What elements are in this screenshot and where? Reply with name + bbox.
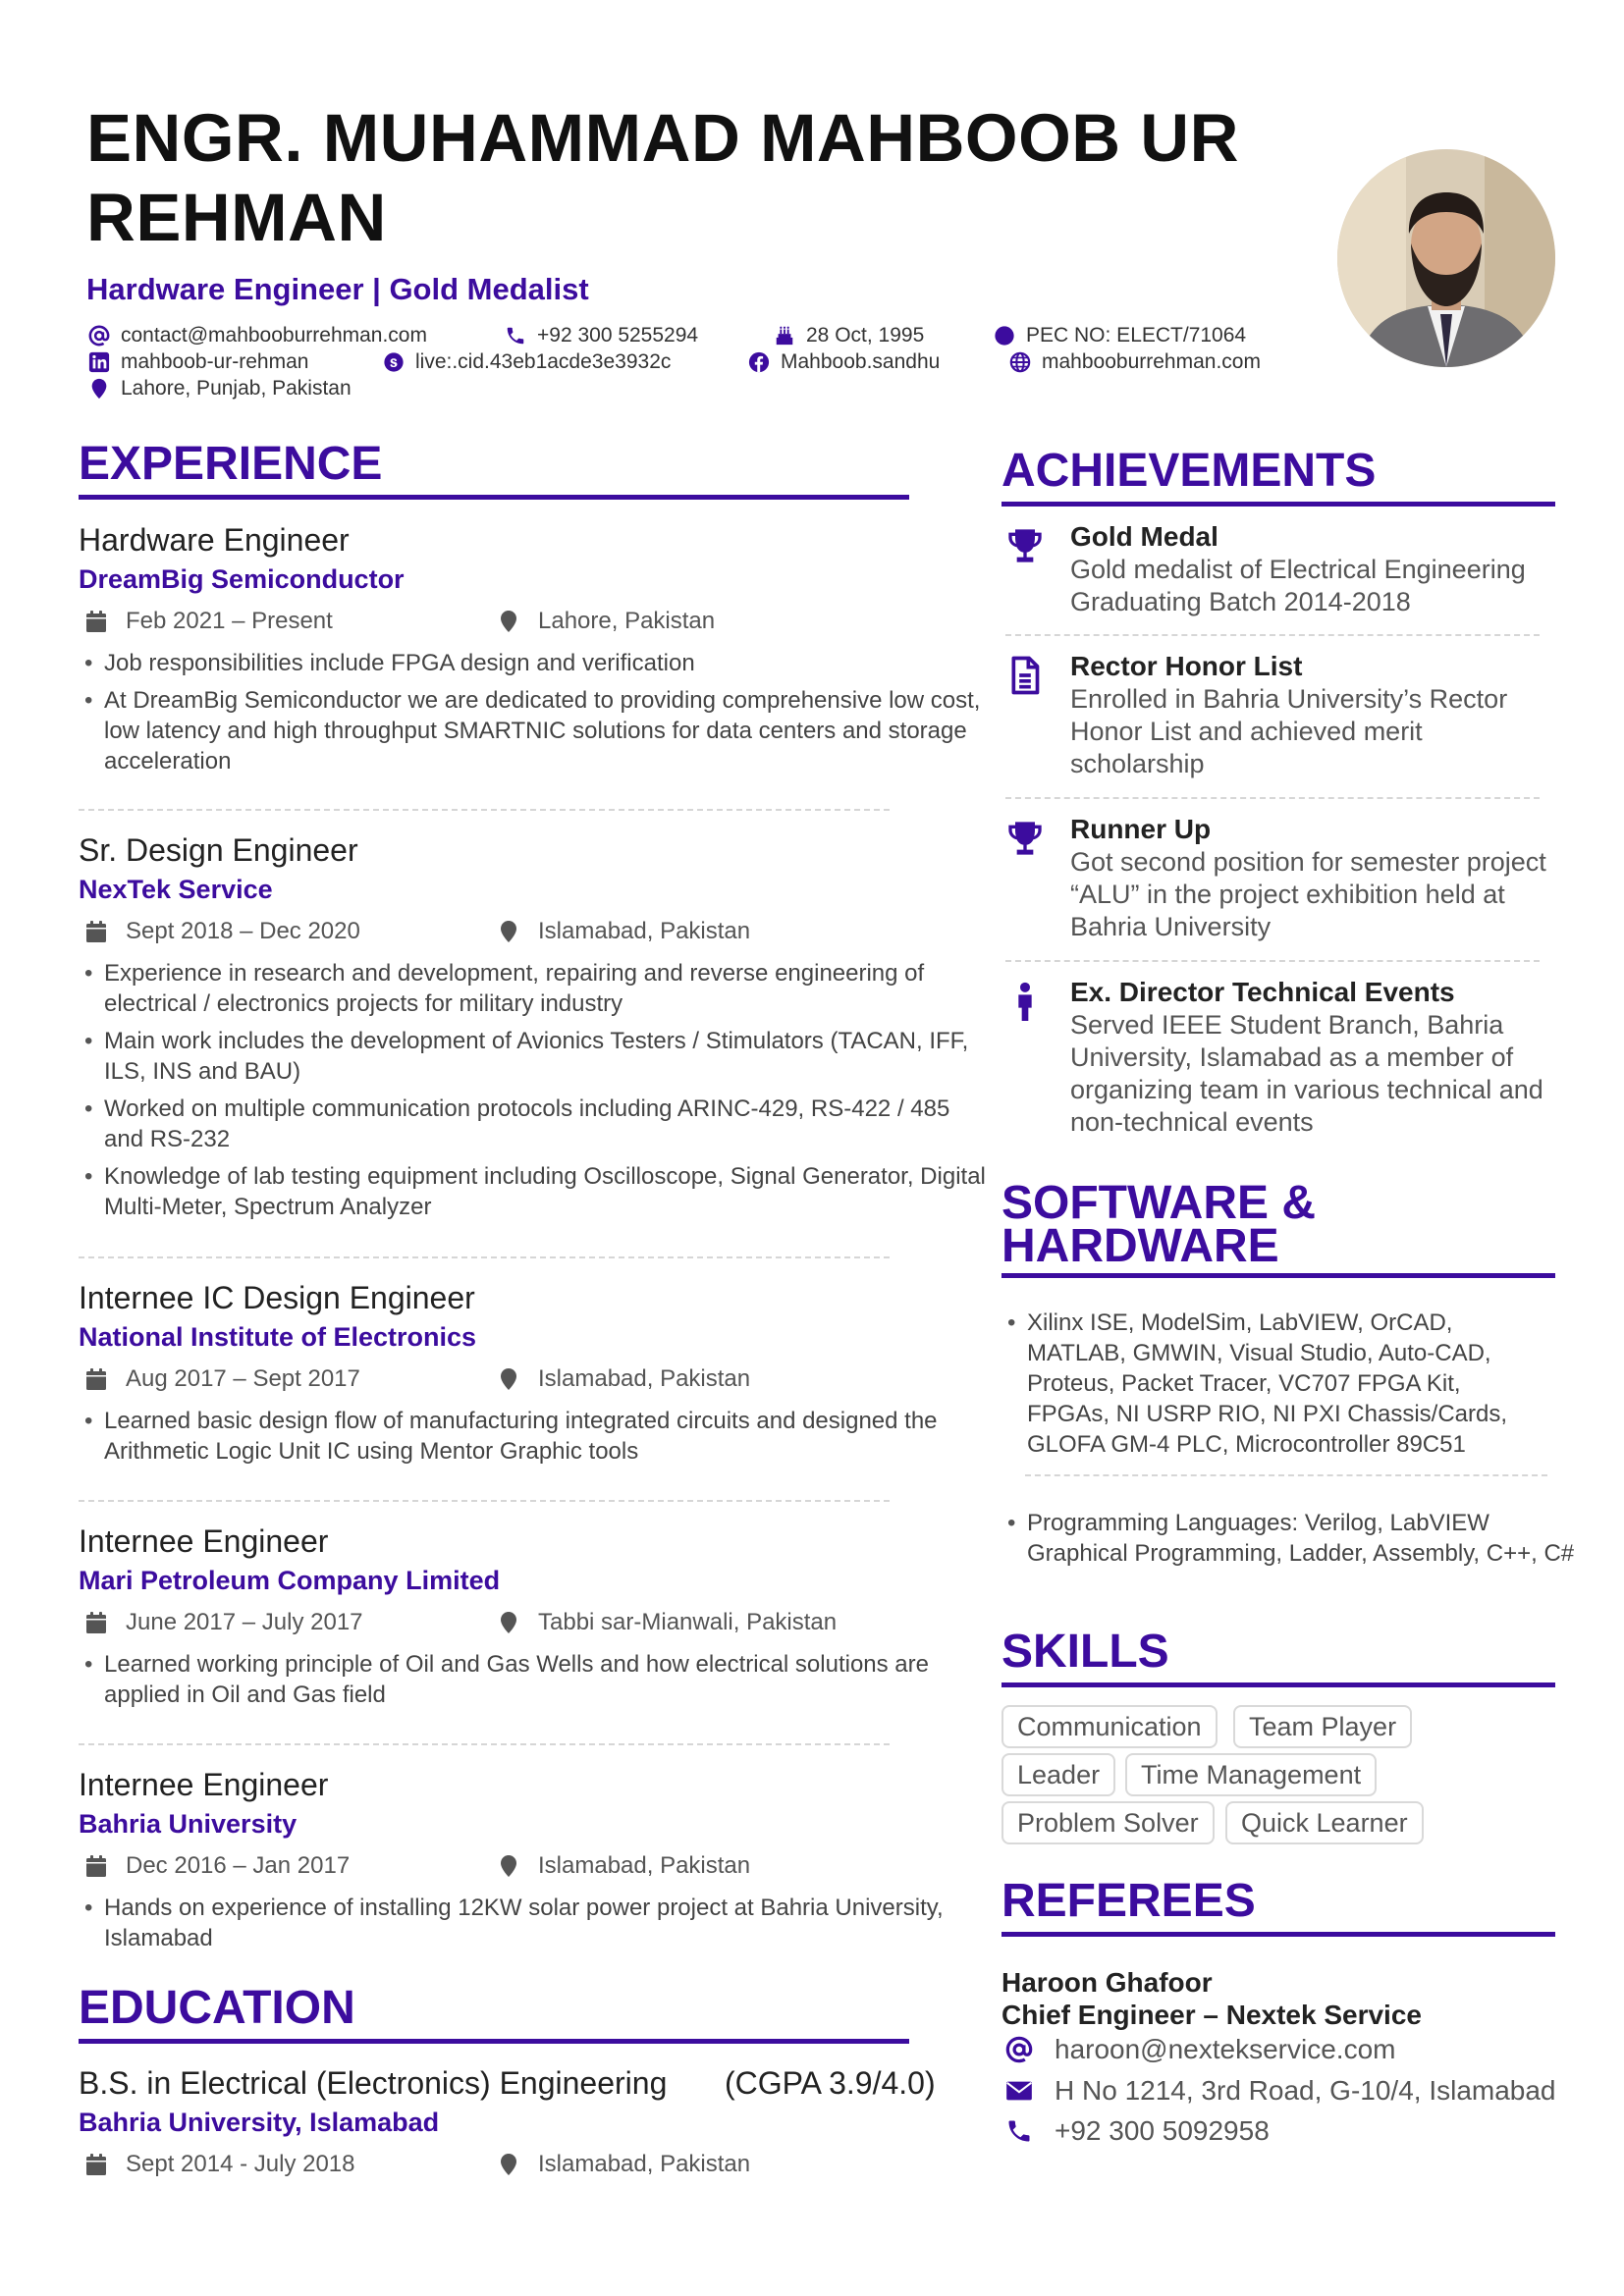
job-bullet: • Job responsibilities include FPGA design and verification xyxy=(79,648,988,678)
document-icon xyxy=(1005,656,1045,695)
education-dates: Sept 2014 - July 2018 xyxy=(126,2151,355,2177)
skill-chip: Quick Learner xyxy=(1225,1801,1424,1844)
envelope-icon xyxy=(1005,2077,1033,2105)
referee-email[interactable] xyxy=(1005,2034,1395,2065)
achievement-item xyxy=(1005,976,1555,1139)
school: Bahria University, Islamabad xyxy=(79,2108,440,2137)
achievement-title: Ex. Director Technical Events xyxy=(1070,977,1455,1007)
job-bullet: • Knowledge of lab testing equipment including Oscilloscope, Signal Generator, Digital Multi-Meter, Spectrum Analyzer xyxy=(79,1161,988,1222)
job-company: National Institute of Electronics xyxy=(79,1322,477,1352)
calendar-icon xyxy=(84,1854,108,1878)
contact-email-text: contact@mahbooburrehman.com xyxy=(121,324,427,347)
referee-role: Chief Engineer – Nextek Service xyxy=(1001,2000,1422,2030)
job-location xyxy=(497,918,750,945)
contact-dob xyxy=(774,324,924,347)
calendar-icon xyxy=(84,1367,108,1391)
experience-rule xyxy=(79,495,909,500)
job-company: DreamBig Semiconductor xyxy=(79,564,405,594)
job-bullets xyxy=(79,958,986,1222)
skill-chip: Team Player xyxy=(1233,1705,1412,1748)
achievement-title: Gold Medal xyxy=(1070,521,1218,552)
education-meta xyxy=(79,2144,962,2185)
job-location xyxy=(497,1609,837,1636)
job-bullet: • Learned basic design flow of manufacturing integrated circuits and designed the Arithmetic Logic Unit IC using Mentor Graphic tools xyxy=(79,1406,988,1467)
job-company: NexTek Service xyxy=(79,875,273,904)
job-location-text: Islamabad, Pakistan xyxy=(538,1852,751,1879)
job-title: Internee Engineer xyxy=(79,1523,329,1559)
achievement-item xyxy=(1005,520,1555,618)
job-company: Mari Petroleum Company Limited xyxy=(79,1566,501,1595)
achievement-item xyxy=(1005,813,1555,943)
job-location xyxy=(497,1852,750,1880)
facebook-icon xyxy=(748,351,770,373)
job-meta xyxy=(79,1845,911,1887)
divider xyxy=(1025,1474,1547,1476)
map-marker-icon xyxy=(497,610,520,633)
divider xyxy=(79,809,890,811)
job-dates: Aug 2017 – Sept 2017 xyxy=(126,1365,360,1392)
job-bullets xyxy=(79,648,981,776)
linkedin-icon xyxy=(88,351,110,373)
skill-chip: Leader xyxy=(1001,1753,1115,1796)
achievement-item xyxy=(1005,650,1555,780)
software-title: SOFTWARE & HARDWARE xyxy=(1001,1177,1316,1272)
skill-chip: Communication xyxy=(1001,1705,1218,1748)
education-entry xyxy=(79,2063,962,2185)
achievement-text: Gold medalist of Electrical Engineering Graduating Batch 2014-2018 xyxy=(1070,555,1526,616)
divider xyxy=(79,1500,890,1502)
map-marker-icon xyxy=(88,378,110,400)
tagline: Hardware Engineer | Gold Medalist xyxy=(86,272,589,306)
contact-facebook[interactable] xyxy=(748,350,940,374)
trophy-icon xyxy=(1005,526,1045,565)
phone-icon xyxy=(505,325,526,347)
software-rule xyxy=(1001,1273,1555,1278)
skill-chip: Time Management xyxy=(1125,1753,1377,1796)
phone-icon xyxy=(1005,2117,1033,2145)
divider xyxy=(1005,960,1540,962)
job-location-text: Tabbi sar-Mianwali, Pakistan xyxy=(538,1609,838,1635)
circle-icon xyxy=(994,325,1015,347)
skills-rule xyxy=(1001,1682,1555,1687)
skill-chip: Problem Solver xyxy=(1001,1801,1215,1844)
job-title: Hardware Engineer xyxy=(79,522,350,558)
education-location xyxy=(497,2151,750,2178)
experience-title: EXPERIENCE xyxy=(79,438,383,490)
job-bullet: • Hands on experience of installing 12KW solar power project at Bahria University, Islamabad xyxy=(79,1893,988,1953)
software-item: • Xilinx ISE, ModelSim, LabVIEW, OrCAD, MATLAB, GMWIN, Visual Studio, Auto-CAD, Proteus, Packet Tracer, VC707 FPGA Kit, FPGAs, NI USRP RIO, NI PXI Chassis/Cards, GLOFA GM-4 PLC, Microcontroller 89C51 xyxy=(1001,1308,1538,1460)
job-meta xyxy=(79,1359,911,1400)
contact-linkedin-text: mahboob-ur-rehman xyxy=(121,350,309,373)
job-location-text: Islamabad, Pakistan xyxy=(538,918,751,944)
divider xyxy=(79,1743,890,1745)
referee-phone-text: +92 300 5092958 xyxy=(1055,2115,1270,2146)
education-rule xyxy=(79,2039,909,2044)
at-icon xyxy=(1005,2036,1033,2063)
contact-pec xyxy=(994,324,1246,347)
contact-skype[interactable] xyxy=(383,350,671,374)
software-list xyxy=(1001,1308,1551,1467)
referee-email-text: haroon@nextekservice.com xyxy=(1055,2034,1396,2064)
contact-pec-text: PEC NO: ELECT/71064 xyxy=(1026,324,1247,347)
job-bullets xyxy=(79,1893,944,1953)
job-entry xyxy=(79,1522,929,1717)
contact-linkedin[interactable] xyxy=(88,350,308,374)
referees-title: REFEREES xyxy=(1001,1875,1256,1927)
job-meta xyxy=(79,601,911,642)
job-company: Bahria University xyxy=(79,1809,298,1839)
contact-email[interactable] xyxy=(88,324,427,347)
profile-photo xyxy=(1337,149,1555,367)
job-meta xyxy=(79,911,911,952)
calendar-icon xyxy=(84,2153,108,2176)
job-bullets xyxy=(79,1649,929,1710)
job-entry xyxy=(79,830,986,1229)
skype-icon xyxy=(383,351,405,373)
candidate-name: ENGR. MUHAMMAD MAHBOOB UR REHMAN xyxy=(86,100,1239,255)
contact-phone-text: +92 300 5255294 xyxy=(537,324,699,347)
achievement-title: Rector Honor List xyxy=(1070,651,1303,681)
degree-text: B.S. in Electrical (Electronics) Engineering xyxy=(79,2065,668,2101)
achievement-title: Runner Up xyxy=(1070,814,1212,844)
education-title: EDUCATION xyxy=(79,1982,355,2034)
education-location-text: Islamabad, Pakistan xyxy=(538,2151,751,2177)
achievements-title: ACHIEVEMENTS xyxy=(1001,445,1377,497)
map-marker-icon xyxy=(497,1367,520,1391)
job-bullet: • Worked on multiple communication protocols including ARINC-429, RS-422 / 485 and RS-232 xyxy=(79,1094,988,1154)
contact-website[interactable] xyxy=(1009,350,1261,374)
person-icon xyxy=(1005,982,1045,1021)
job-title: Sr. Design Engineer xyxy=(79,832,358,868)
job-entry xyxy=(79,520,981,783)
job-meta xyxy=(79,1602,911,1643)
achievements-rule xyxy=(1001,502,1555,507)
referee-address-text: H No 1214, 3rd Road, G-10/4, Islamabad xyxy=(1055,2075,1556,2106)
job-dates: Feb 2021 – Present xyxy=(126,608,333,634)
divider xyxy=(1005,797,1540,799)
referee-phone[interactable] xyxy=(1005,2115,1270,2147)
divider xyxy=(79,1256,890,1258)
software-list xyxy=(1001,1508,1575,1575)
job-bullet: • Learned working principle of Oil and Gas Wells and how electrical solutions are applied in Oil and Gas field xyxy=(79,1649,988,1710)
at-icon xyxy=(88,325,110,347)
calendar-icon xyxy=(84,1611,108,1634)
referees-rule xyxy=(1001,1932,1555,1937)
divider xyxy=(1005,634,1540,636)
map-marker-icon xyxy=(497,2153,520,2176)
contact-phone[interactable] xyxy=(505,324,698,347)
map-marker-icon xyxy=(497,1854,520,1878)
map-marker-icon xyxy=(497,1611,520,1634)
contact-location xyxy=(88,377,352,400)
achievement-text: Enrolled in Bahria University’s Rector Honor List and achieved merit scholarship xyxy=(1070,684,1508,778)
job-bullet: • Main work includes the development of Avionics Testers / Stimulators (TACAN, IFF, ILS, INS and BAU) xyxy=(79,1026,988,1087)
job-dates: June 2017 – July 2017 xyxy=(126,1609,363,1635)
referee-address xyxy=(1005,2075,1556,2107)
software-item: • Programming Languages: Verilog, LabVIEW Graphical Programming, Ladder, Assembly, C++, C# xyxy=(1001,1508,1577,1569)
job-bullets xyxy=(79,1406,938,1467)
job-location xyxy=(497,1365,750,1393)
job-entry xyxy=(79,1278,938,1473)
referee-name: Haroon Ghafoor xyxy=(1001,1967,1213,1998)
contact-dob-text: 28 Oct, 1995 xyxy=(806,324,925,347)
skills-title: SKILLS xyxy=(1001,1626,1169,1678)
contact-skype-text: live:.cid.43eb1acde3e3932c xyxy=(415,350,672,373)
contact-facebook-text: Mahboob.sandhu xyxy=(781,350,941,373)
job-title: Internee Engineer xyxy=(79,1767,329,1802)
calendar-icon xyxy=(84,920,108,943)
contact-location-text: Lahore, Punjab, Pakistan xyxy=(121,377,352,400)
calendar-icon xyxy=(84,610,108,633)
contact-website-text: mahbooburrehman.com xyxy=(1042,350,1261,373)
job-location-text: Lahore, Pakistan xyxy=(538,608,716,634)
job-location-text: Islamabad, Pakistan xyxy=(538,1365,751,1392)
trophy-icon xyxy=(1005,819,1045,858)
job-dates: Sept 2018 – Dec 2020 xyxy=(126,918,360,944)
job-entry xyxy=(79,1765,944,1960)
job-dates: Dec 2016 – Jan 2017 xyxy=(126,1852,351,1879)
job-title: Internee IC Design Engineer xyxy=(79,1280,475,1315)
achievement-text: Served IEEE Student Branch, Bahria University, Islamabad as a member of organizing team in various technical and non-technical events xyxy=(1070,1010,1543,1137)
job-bullet: • At DreamBig Semiconductor we are dedicated to providing comprehensive low cost, low latency and high throughput SMARTNIC solutions for data centers and storage acceleration xyxy=(79,685,988,776)
job-location xyxy=(497,608,715,635)
map-marker-icon xyxy=(497,920,520,943)
cgpa: (CGPA 3.9/4.0) xyxy=(725,2065,936,2101)
achievement-text: Got second position for semester project “ALU” in the project exhibition held at Bahria University xyxy=(1070,847,1546,941)
degree xyxy=(79,2063,962,2103)
globe-icon xyxy=(1009,351,1031,373)
cake-icon xyxy=(774,325,795,347)
job-bullet: • Experience in research and development, repairing and reverse engineering of electrical / electronics projects for military industry xyxy=(79,958,988,1019)
